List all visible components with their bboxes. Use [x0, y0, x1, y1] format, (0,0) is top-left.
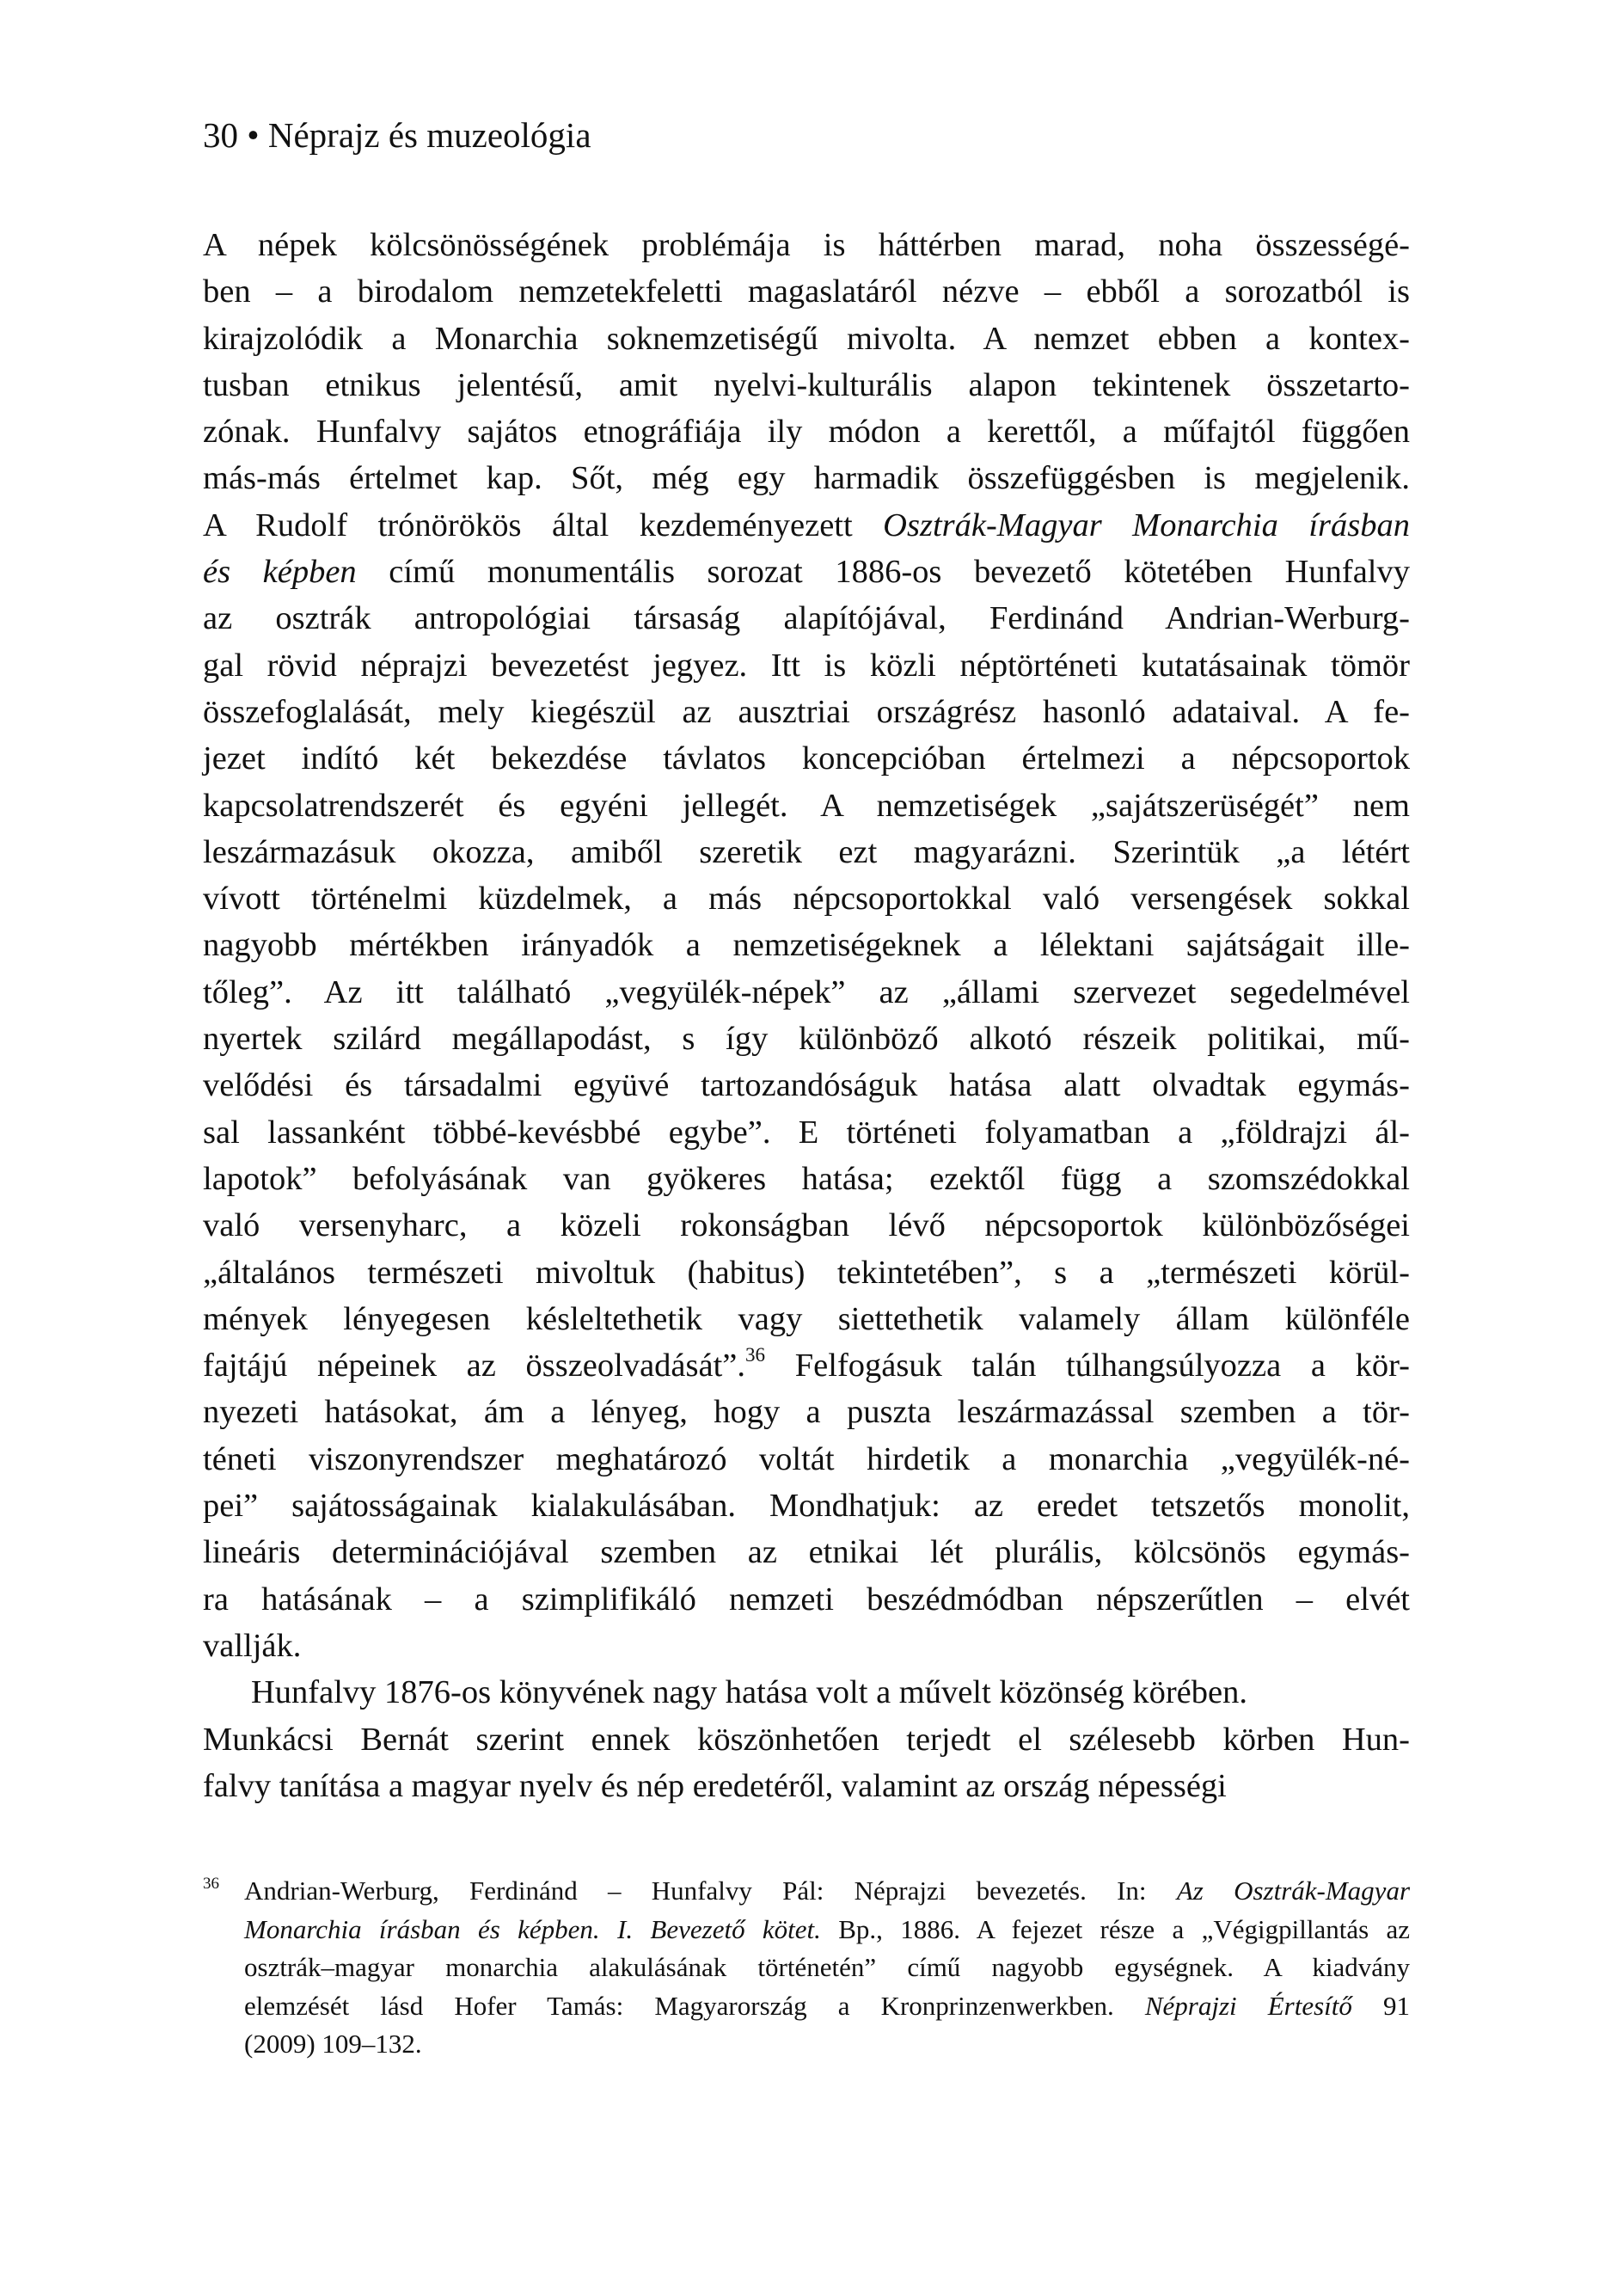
text-run: zónak. Hunfalvy sajátos etnográfiája ily módon a kerettől, a műfajtól függően: [203, 414, 1410, 451]
footnote-line: [244, 1987, 1410, 2026]
text-line: [203, 502, 1410, 549]
text-run: nagyobb mértékben irányadók a nemzetiségeknek a lélektani sajátságait ille-: [203, 927, 1410, 964]
text-line: [203, 922, 1410, 968]
text-line: [203, 689, 1410, 735]
text-line: [203, 1763, 1410, 1809]
text-run: 91: [1351, 1990, 1411, 2021]
text-run: A népek kölcsönösségének problémája is háttérben marad, noha összességé-: [203, 227, 1410, 263]
text-line: [203, 829, 1410, 875]
text-run: más-más értelmet kap. Sőt, még egy harmadik összefüggésben is megjelenik.: [203, 460, 1410, 497]
italic-title: és képben: [203, 554, 357, 591]
text-line: [203, 1156, 1410, 1202]
text-run: (2009) 109–132.: [244, 2029, 422, 2059]
text-run: az osztrák antropológiai társaság alapítójával, Ferdinánd Andrian-Werburg-: [203, 600, 1410, 637]
text-run: Felfogásuk talán túlhangsúlyozza a kör-: [765, 1348, 1411, 1384]
text-run: lineáris determinációjával szemben az etnikai lét plurális, kölcsönös egymás-: [203, 1534, 1410, 1571]
text-line: [203, 875, 1410, 922]
text-line: [203, 1716, 1410, 1763]
text-line: [203, 642, 1410, 689]
italic-title: Monarchia írásban és képben. I. Bevezető kötet.: [244, 1913, 821, 1944]
text-run: leszármazásuk okozza, amiből szeretik ezt magyarázni. Szerintük „a létért: [203, 833, 1410, 870]
text-run: Andrian-Werburg, Ferdinánd – Hunfalvy Pál: Néprajzi bevezetés. In:: [244, 1875, 1177, 1906]
text-run: ra hatásának – a szimplifikáló nemzeti beszédmódban népszerűtlen – elvét: [203, 1581, 1410, 1618]
text-line: [203, 969, 1410, 1016]
text-run: elemzését lásd Hofer Tamás: Magyarország a Kronprinzenwerkben.: [244, 1990, 1145, 2021]
text-line: [203, 1202, 1410, 1249]
text-run: Bp., 1886. A fejezet része a „Végigpillantás az: [820, 1913, 1410, 1944]
text-line: [203, 783, 1410, 829]
text-line: [203, 316, 1410, 362]
text-run: nyezeti hatásokat, ám a lényeg, hogy a puszta leszármazással szemben a tör-: [203, 1394, 1410, 1431]
text-line: [203, 222, 1410, 268]
text-run: pei” sajátosságainak kialakulásában. Mondhatjuk: az eredet tetszetős monolit,: [203, 1488, 1410, 1525]
text-run: vívott történelmi küzdelmek, a más népcsoportokkal való versengések sokkal: [203, 881, 1410, 918]
header-separator: •: [247, 115, 260, 155]
text-line: [203, 1669, 1410, 1716]
running-title: Néprajz és muzeológia: [267, 115, 591, 155]
footnote-line: [244, 1872, 1410, 1911]
text-run: című monumentális sorozat 1886-os bevezető kötetében Hunfalvy: [356, 554, 1410, 591]
text-line: [203, 1389, 1410, 1435]
text-run: tusban etnikus jelentésű, amit nyelvi-kulturális alapon tekintenek összetarto-: [203, 366, 1410, 403]
text-run: gal rövid néprajzi bevezetést jegyez. Itt is közli néptörténeti kutatásainak tömör: [203, 647, 1410, 684]
text-run: tőleg”. Az itt található „vegyülék-népek” az „állami szervezet segedelmével: [203, 973, 1410, 1010]
text-run: Munkácsi Bernát szerint ennek köszönhetően terjedt el szélesebb körben Hun-: [203, 1721, 1410, 1758]
text-line: [203, 408, 1410, 455]
italic-title: Néprajzi Értesítő: [1144, 1990, 1352, 2021]
text-run: való versenyharc, a közeli rokonságban lévő népcsoportok különbözőségei: [203, 1207, 1410, 1244]
text-run: ben – a birodalom nemzetekfeletti magaslatáról nézve – ebből a sorozatból is: [203, 273, 1410, 310]
text-line: [203, 1016, 1410, 1062]
text-run: osztrák–magyar monarchia alakulásának történetén” című nagyobb egységnek. A kiadvány: [244, 1952, 1410, 1982]
text-run: kapcsolatrendszerét és egyéni jellegét. A nemzetiségek „sajátszerüségét” nem: [203, 787, 1410, 824]
text-run: nyertek szilárd megállapodást, s így különböző alkotó részeik politikai, mű-: [203, 1021, 1410, 1058]
italic-title: Az Osztrák-Magyar: [1176, 1875, 1411, 1906]
text-run: sal lassanként többé-kevésbbé egybe”. E történeti folyamatban a „földrajzi ál-: [203, 1114, 1410, 1151]
footnote-text: [244, 1872, 1410, 2064]
text-run: falvy tanítása a magyar nyelv és nép eredetéről, valamint az ország népességi: [203, 1767, 1227, 1804]
footnote-reference[interactable]: 36: [745, 1342, 766, 1366]
text-line: [203, 1623, 1410, 1669]
text-run: kirajzolódik a Monarchia soknemzetiségű mivolta. A nemzet ebben a kontex-: [203, 320, 1410, 357]
text-line: [203, 1576, 1410, 1623]
text-line: [203, 1062, 1410, 1108]
running-header: [203, 114, 591, 157]
text-line: [203, 1483, 1410, 1529]
footnote-number: 36: [203, 1875, 219, 1893]
text-line: [203, 1109, 1410, 1156]
text-run: „általános természeti mivoltuk (habitus) tekintetében”, s a „természeti körül-: [203, 1254, 1410, 1291]
text-line: [203, 362, 1410, 408]
text-run: jezet indító két bekezdése távlatos koncepcióban értelmezi a népcsoportok: [203, 740, 1410, 777]
text-line: [203, 1249, 1410, 1296]
text-line: [203, 1529, 1410, 1575]
text-run: lapotok” befolyásának van gyökeres hatása; ezektől függ a szomszédokkal: [203, 1160, 1410, 1197]
text-line: [203, 595, 1410, 642]
text-line: [203, 1436, 1410, 1483]
text-line: [203, 735, 1410, 782]
page-number: 30: [203, 115, 238, 155]
text-line: [203, 549, 1410, 595]
footnote-36: [203, 1872, 1410, 2064]
text-line: [203, 455, 1410, 501]
italic-title: Osztrák-Magyar Monarchia írásban: [883, 506, 1410, 543]
text-run: vallják.: [203, 1627, 302, 1664]
text-run: A Rudolf trónörökös által kezdeményezett: [203, 506, 884, 543]
text-line: [203, 1342, 1410, 1389]
text-run: mények lényegesen késleltethetik vagy siettethetik valamely állam különféle: [203, 1300, 1410, 1337]
footnote-line: [244, 1949, 1410, 1987]
text-line: [203, 268, 1410, 315]
text-run: téneti viszonyrendszer meghatározó voltát hirdetik a monarchia „vegyülék-né-: [203, 1440, 1410, 1477]
text-run: velődési és társadalmi együvé tartozandóságuk hatása alatt olvadtak egymás-: [203, 1067, 1410, 1104]
body-text: [203, 222, 1410, 1809]
footnote-line: [244, 2025, 1410, 2064]
text-run: összefoglalását, mely kiegészül az ausztriai országrész hasonló adataival. A fe-: [203, 693, 1410, 730]
text-line: [203, 1296, 1410, 1342]
text-run: fajtájú népeinek az összeolvadását”.: [203, 1348, 745, 1384]
text-run: Hunfalvy 1876-os könyvének nagy hatása volt a művelt közönség körében.: [251, 1674, 1247, 1711]
footnote-line: [244, 1911, 1410, 1949]
